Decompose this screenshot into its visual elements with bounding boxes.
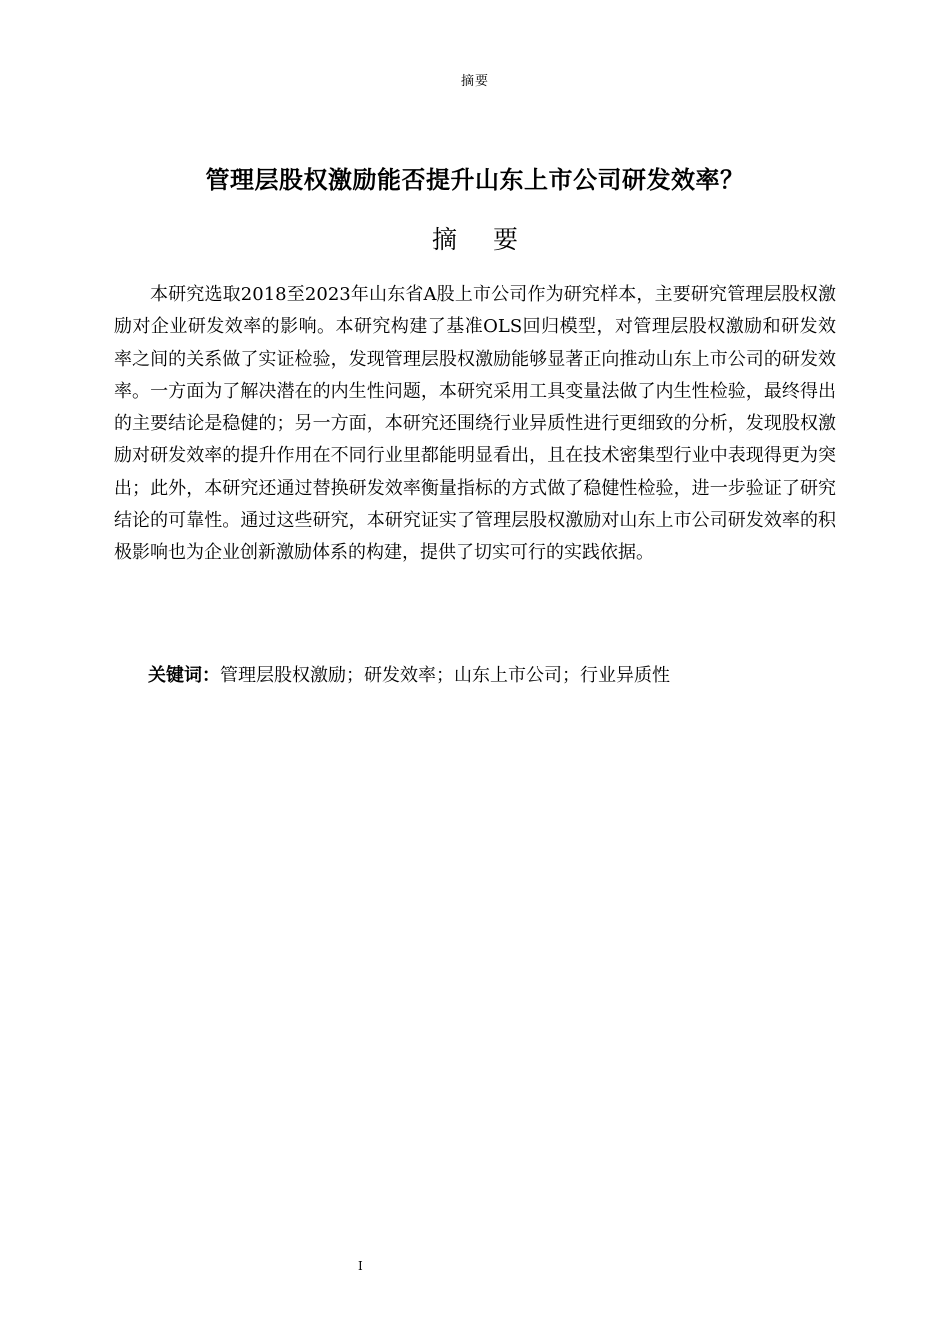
keywords-line xyxy=(148,661,838,691)
document-title: 管理层股权激励能否提升山东上市公司研发效率？ xyxy=(205,166,745,194)
running-header: 摘要 xyxy=(460,74,489,89)
abstract-paragraph: 本研究选取2018至2023年山东省A股上市公司作为研究样本，主要研究管理层股权激励对企业研发效率的影响。本研究构建了基准OLS回归模型，对管理层股权激励和研发效率之间的关系做了实证检验，发现管理层股权激励能够显著正向推动山东上市公司的研发效率。一方面为了解决潜在的内生性问题，本研究采用工具变量法做了内生性检验，最终得出的主要结论是稳健的；另一方面，本研究还围绕行业异质性进行更细致的分析，发现股权激励对研发效率的提升作用在不同行业里都能明显看出，且在技术密集型行业中表现得更为突出；此外，本研究还通过替换研发效率衡量指标的方式做了稳健性检验，进一步验证了研究结论的可靠性。通过这些研究，本研究证实了管理层股权激励对山东上市公司研发效率的积极影响也为企业创新激励体系的构建，提供了切实可行的实践依据。 xyxy=(114,284,836,564)
abstract-heading: 摘要 xyxy=(431,225,554,254)
page-number: I xyxy=(358,1259,363,1273)
keywords-list: 管理层股权激励；研发效率；山东上市公司；行业异质性 xyxy=(220,665,670,686)
keywords-label: 关键词： xyxy=(148,665,220,686)
